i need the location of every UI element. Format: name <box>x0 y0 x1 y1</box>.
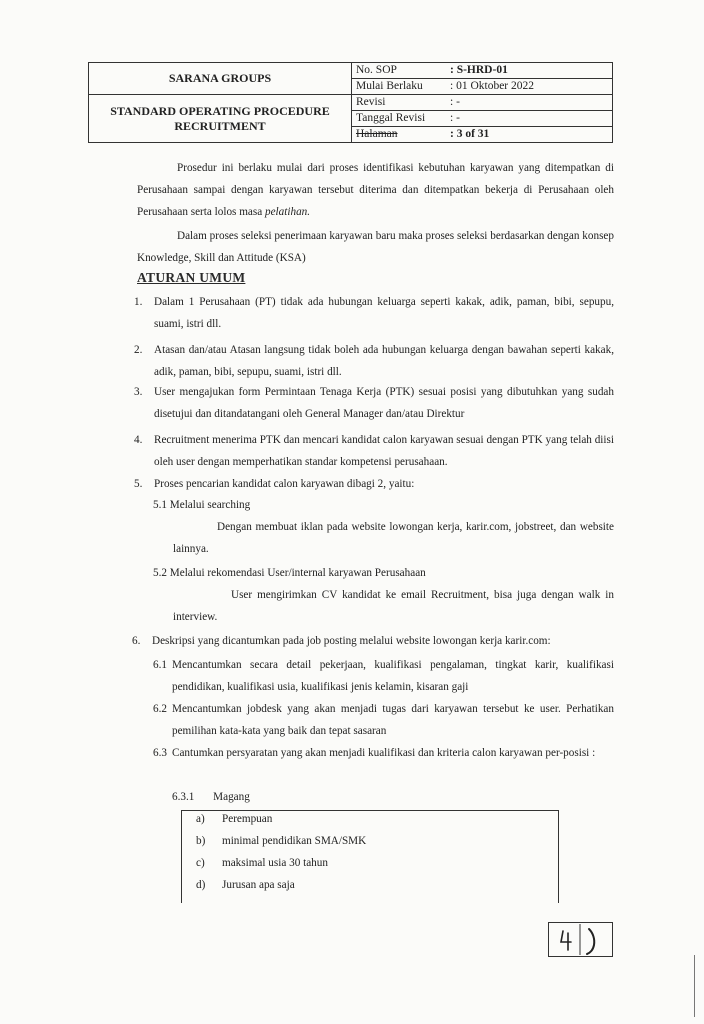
list-letter: b) <box>196 835 206 847</box>
rule-number: 2. <box>134 344 143 356</box>
field-value: : S-HRD-01 <box>446 63 613 79</box>
initials-box <box>548 922 613 957</box>
rule-item <box>134 381 614 425</box>
list-item <box>196 830 366 852</box>
subrule-detail: Dengan membuat iklan pada website lowongan kerja, karir.com, jobstreet, dan website lainnya. <box>173 521 614 555</box>
field-label: Tanggal Revisi <box>352 111 447 127</box>
magang-requirements-box <box>181 810 559 903</box>
field-label: Mulai Berlaku <box>352 79 447 95</box>
subrule-number: 6.3 <box>153 747 167 759</box>
subrule-title: Melalui rekomendasi User/internal karyawan Perusahaan <box>169 567 426 579</box>
field-value: : - <box>446 95 613 111</box>
subrule-5-1 <box>153 494 614 516</box>
page-number: : 3 of 31 <box>446 127 613 143</box>
handwritten-initials-icon <box>549 923 612 956</box>
field-label: No. SOP <box>352 63 447 79</box>
subrule-number: 6.2 <box>153 703 167 715</box>
sop-header-table <box>88 62 613 143</box>
field-label: Halaman <box>352 127 447 143</box>
subrule-6-1 <box>153 654 614 698</box>
rule-number: 1. <box>134 296 143 308</box>
rule-text: Deskripsi yang dicantumkan pada job posting melalui website lowongan kerja karir.com: <box>152 635 551 647</box>
rule-text: Dalam 1 Perusahaan (PT) tidak ada hubungan keluarga seperti kakak, adik, paman, bibi, sepupu, suami, istri dll. <box>154 296 614 330</box>
rule-item <box>134 339 614 383</box>
rule-item <box>134 473 614 495</box>
rule-text: User mengajukan form Permintaan Tenaga Kerja (PTK) sesuai posisi yang dibutuhkan yang sudah disetujui dan ditandatangani oleh General Manager dan/atau Direktur <box>154 386 614 420</box>
subrule-5-2 <box>153 562 614 584</box>
subrule-text: Cantumkan persyaratan yang akan menjadi kualifikasi dan kriteria calon karyawan per-posisi : <box>172 747 596 759</box>
rule-item <box>134 429 614 473</box>
list-item <box>196 808 272 830</box>
subrule-title: Melalui searching <box>169 499 251 511</box>
ksa-paragraph: Dalam proses seleksi penerimaan karyawan baru maka proses seleksi berdasarkan dengan konsep Knowledge, Skill dan Attitude (KSA) <box>137 230 614 264</box>
intro-italic: pelatihan. <box>265 206 311 218</box>
rule-text: Atasan dan/atau Atasan langsung tidak boleh ada hubungan keluarga dengan bawahan seperti kakak, adik, paman, bibi, sepupu, suami, istri dll. <box>154 344 614 378</box>
field-value: : 01 Oktober 2022 <box>446 79 613 95</box>
subrule-title: Magang <box>213 791 250 803</box>
subrule-number: 6.3.1 <box>172 791 195 803</box>
rule-number: 4. <box>134 434 143 446</box>
rule-number: 6. <box>132 635 141 647</box>
intro-text: Prosedur ini berlaku mulai dari proses identifikasi kebutuhan karyawan yang ditempatkan di Perusahaan sampai dengan karyawan tersebut diterima dan ditempatkan bekerja di Perusahaan oleh Perusahaan serta lolos masa <box>137 162 614 218</box>
subrule-number: 5.2 <box>153 567 167 579</box>
list-letter: c) <box>196 857 205 869</box>
list-text: Jurusan apa saja <box>222 879 295 891</box>
list-item <box>196 852 328 874</box>
rule-number: 5. <box>134 478 143 490</box>
subrule-text: Mencantumkan jobdesk yang akan menjadi tugas dari karyawan tersebut ke user. Perhatikan pemilihan kata-kata yang baik dan tepat sasaran <box>172 703 614 737</box>
field-label: Revisi <box>352 95 447 111</box>
subrule-number: 5.1 <box>153 499 167 511</box>
list-item <box>196 874 295 896</box>
intro-paragraph <box>137 157 614 223</box>
list-text: maksimal usia 30 tahun <box>222 857 328 869</box>
list-text: minimal pendidikan SMA/SMK <box>222 835 367 847</box>
subrule-6-3 <box>153 742 614 764</box>
rule-number: 3. <box>134 386 143 398</box>
section-heading: ATURAN UMUM <box>137 270 246 285</box>
list-text: Perempuan <box>222 813 273 825</box>
field-value: : - <box>446 111 613 127</box>
subrule-detail: User mengirimkan CV kandidat ke email Recruitment, bisa juga dengan walk in interview. <box>173 589 614 623</box>
subrule-text: Mencantumkan secara detail pekerjaan, kualifikasi pengalaman, tingkat karir, kualifikasi pendidikan, kualifikasi usia, kualifikasi jenis kelamin, kisaran gaji <box>172 659 614 693</box>
subrule-6-3-1 <box>172 786 633 808</box>
scan-edge-line <box>694 955 695 1017</box>
subrule-6-2 <box>153 698 614 742</box>
rule-item <box>132 630 612 652</box>
list-letter: d) <box>196 879 206 891</box>
list-letter: a) <box>196 813 205 825</box>
subrule-number: 6.1 <box>153 659 167 671</box>
sop-title: STANDARD OPERATING PROCEDURE RECRUITMENT <box>89 95 352 143</box>
rule-item <box>134 291 614 335</box>
rule-text: Proses pencarian kandidat calon karyawan dibagi 2, yaitu: <box>154 478 415 490</box>
company-name: SARANA GROUPS <box>89 63 352 95</box>
rule-text: Recruitment menerima PTK dan mencari kandidat calon karyawan sesuai dengan PTK yang telah diisi oleh user dengan memperhatikan standar kompetensi perusahaan. <box>154 434 614 468</box>
